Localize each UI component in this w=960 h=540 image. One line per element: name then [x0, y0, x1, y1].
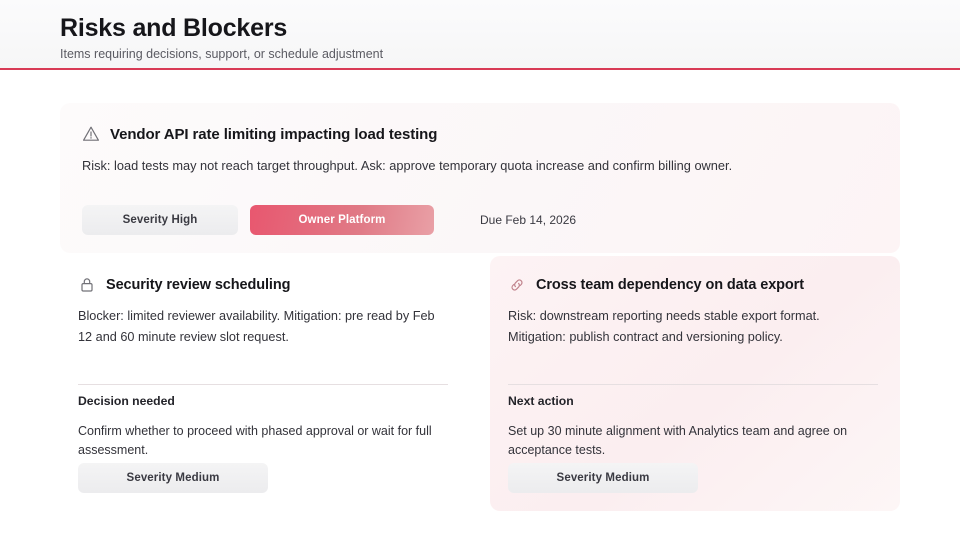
- card-body-text: Blocker: limited reviewer availability. Mitigation: pre read by Feb 12 and 60 minute review slot request.: [78, 309, 435, 344]
- card-divider: [78, 384, 448, 385]
- risk-card-cross-team-dependency: [490, 256, 900, 511]
- page-header: [0, 0, 960, 70]
- card-header: [82, 125, 872, 143]
- card-section-label: Next action: [508, 394, 574, 408]
- card-title: Security review scheduling: [106, 277, 291, 293]
- card-divider: [508, 384, 878, 385]
- card-meta-row: [82, 205, 872, 235]
- status-badge-severity: Severity Medium: [78, 463, 268, 493]
- risk-card-primary: [60, 103, 900, 253]
- card-title: Vendor API rate limiting impacting load testing: [110, 125, 438, 143]
- risk-card-row: [60, 256, 900, 511]
- card-meta-row: [508, 463, 698, 493]
- risk-card-security-review: [60, 256, 470, 511]
- card-body-text: Risk: downstream reporting needs stable export format. Mitigation: publish contract and versioning policy.: [508, 309, 820, 344]
- lock-icon: [78, 276, 96, 294]
- card-header: [508, 276, 878, 294]
- warning-triangle-icon: [82, 125, 100, 143]
- due-date-label: Due Feb 14, 2026: [480, 213, 577, 227]
- status-badge-severity: Severity Medium: [508, 463, 698, 493]
- page-subtitle: Items requiring decisions, support, or schedule adjustment: [60, 47, 384, 61]
- card-section-text: Set up 30 minute alignment with Analytics team and agree on acceptance tests.: [508, 424, 848, 458]
- card-meta-row: [78, 463, 268, 493]
- status-badge-owner: Owner Platform: [250, 205, 434, 235]
- status-badge-severity: Severity High: [82, 205, 238, 235]
- card-section-text: Confirm whether to proceed with phased approval or wait for full assessment.: [78, 424, 432, 458]
- card-section-label: Decision needed: [78, 394, 175, 408]
- card-title: Cross team dependency on data export: [536, 277, 804, 293]
- page-title: Risks and Blockers: [60, 14, 288, 42]
- card-body-text: Risk: load tests may not reach target throughput. Ask: approve temporary quota increase and confirm billing owner.: [82, 158, 733, 173]
- page-content: [0, 103, 960, 511]
- link-icon: [508, 276, 526, 294]
- card-header: [78, 276, 448, 294]
